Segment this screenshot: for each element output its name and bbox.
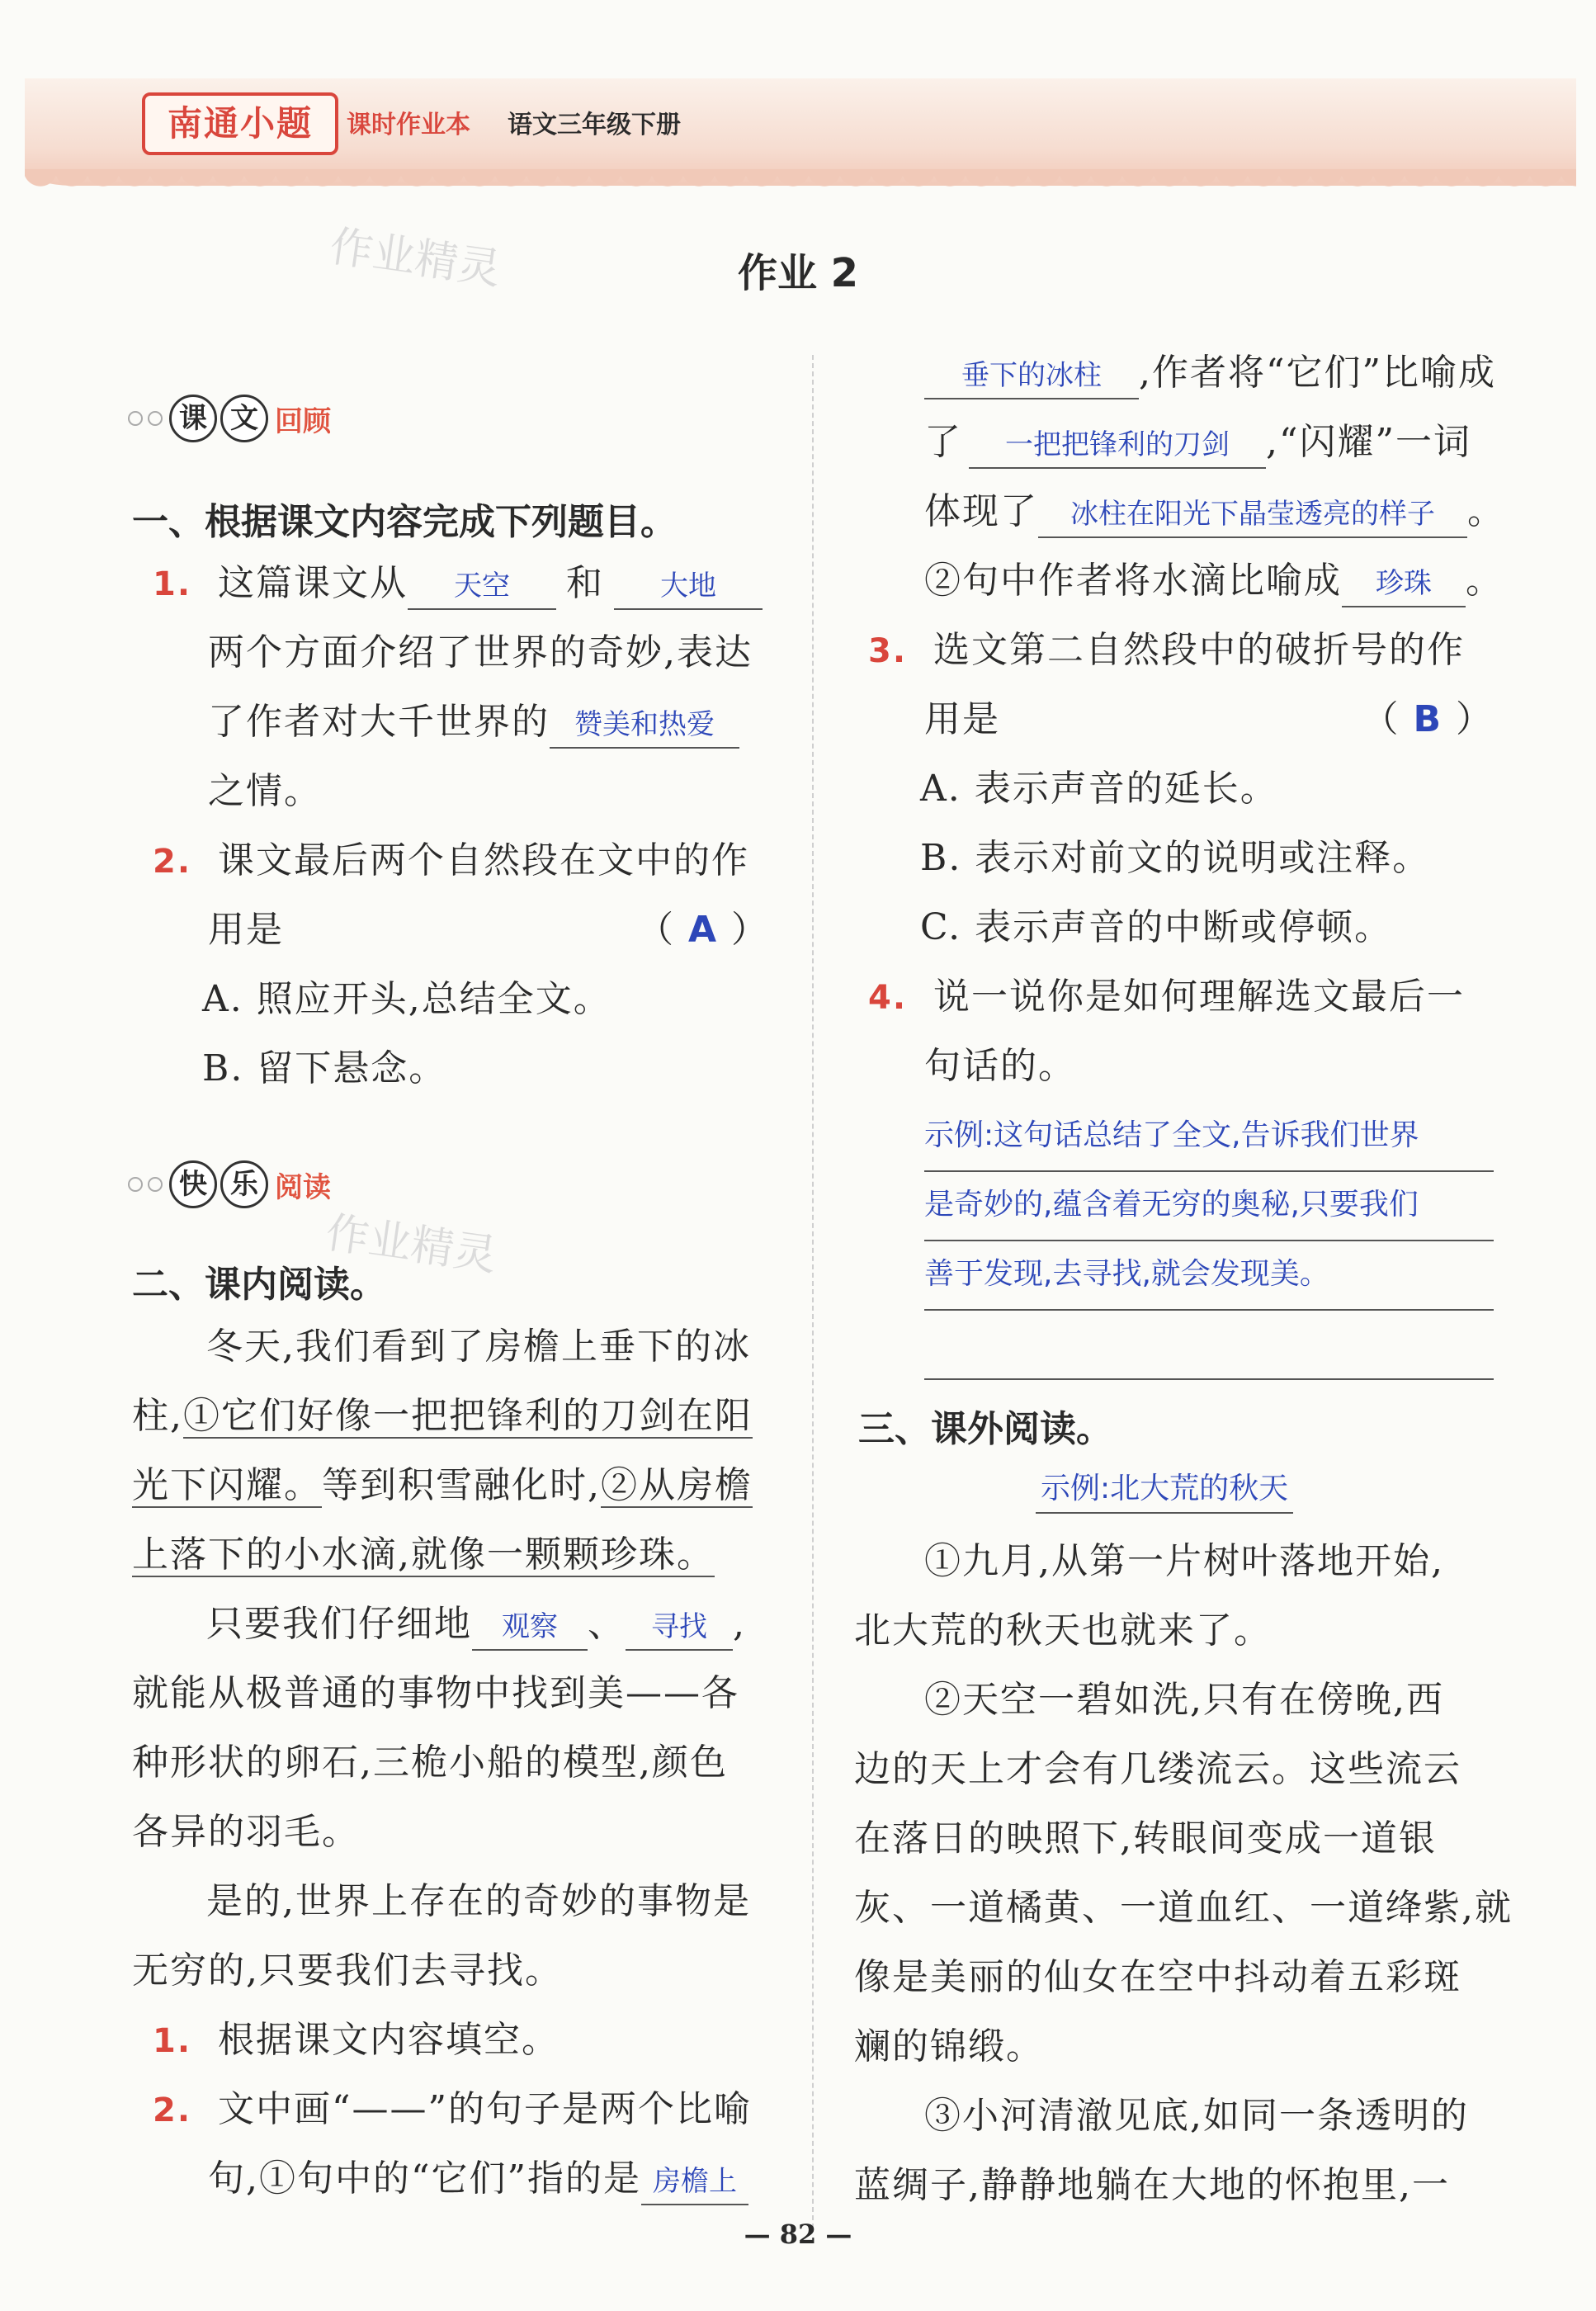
- answer-blank: 赞美和热爱: [550, 702, 739, 749]
- question-number: 2.: [153, 843, 192, 881]
- q1-item1-line4: 之情。: [208, 770, 322, 812]
- question-text: 说一说你是如何理解选文最后一: [933, 976, 1466, 1018]
- article-line: 北大荒的秋天也就来了。: [854, 1609, 1272, 1652]
- question-text: 体现了: [924, 490, 1038, 532]
- passage-line: 冬天,我们看到了房檐上垂下的冰: [206, 1326, 751, 1368]
- choice-bracket: （ B ）: [1362, 698, 1494, 740]
- question-text: 了: [924, 421, 962, 463]
- answer-line: 是奇妙的,蕴含着无穷的奥秘,只要我们: [924, 1170, 1494, 1241]
- q2-sub2-line1: [153, 2075, 752, 2145]
- question-text: 用是: [208, 909, 284, 951]
- question-text: 这篇课文从: [218, 562, 408, 604]
- passage-line: 就能从极普通的事物中找到美——各: [132, 1672, 739, 1714]
- answer-line: 善于发现,去寻找,就会发现美。: [924, 1240, 1494, 1311]
- article-line: 在落日的映照下,转眼间变成一道银: [854, 1817, 1437, 1860]
- badge-char: 乐: [220, 1160, 268, 1208]
- question-number: 1.: [153, 2022, 192, 2060]
- q2-sub2-line4: [924, 408, 1471, 477]
- answer-blank: 一把把锋利的刀剑: [969, 423, 1266, 469]
- underlined-sentence: 上落下的小水滴,就像一颗颗珍珠。: [132, 1534, 715, 1576]
- passage-line: [132, 1382, 753, 1451]
- badge-suffix: 回顾: [275, 404, 331, 438]
- q1-item1-line1: [153, 549, 763, 619]
- header-scallop: [25, 169, 1576, 192]
- answer-line: 示例:这句话总结了全文,告诉我们世界: [924, 1101, 1494, 1172]
- q2-sub4-line2: 句话的。: [924, 1045, 1076, 1087]
- section-badge-review: [128, 390, 331, 447]
- answer-blank: 冰柱在阳光下晶莹透亮的样子: [1038, 492, 1467, 538]
- question-text: ②句中作者将水滴比喻成: [924, 560, 1342, 602]
- answer-blank: 大地: [614, 564, 763, 610]
- option-b: B. 表示对前文的说明或注释。: [920, 837, 1431, 879]
- passage-text: ,: [733, 1603, 746, 1645]
- question-text: ,作者将“它们”比喻成: [1139, 352, 1496, 394]
- q2-sub2-line6: [924, 546, 1504, 616]
- answer-blank: 天空: [408, 564, 556, 610]
- subject-title: 语文三年级下册: [508, 111, 681, 139]
- question-text: 。: [1466, 560, 1504, 602]
- q1-heading: 一、根据课文内容完成下列题目。: [132, 501, 677, 543]
- q1-item1-line2: 两个方面介绍了世界的奇妙,表达: [208, 631, 753, 673]
- question-text: 选文第二自然段中的破折号的作: [933, 629, 1466, 671]
- brand-logo: 南通小题: [142, 92, 338, 155]
- question-text: 句,①句中的“它们”指的是: [208, 2157, 641, 2200]
- passage-line: [132, 1520, 715, 1590]
- option-a: A. 照应开头,总结全文。: [202, 978, 611, 1020]
- answer-blank: 观察: [472, 1604, 588, 1651]
- page-title: 作业 2: [737, 250, 859, 296]
- article-title: 示例:北大荒的秋天: [1036, 1466, 1293, 1514]
- article-line: ③小河清澈见底,如同一条透明的: [924, 2095, 1469, 2137]
- question-text: 根据课文内容填空。: [218, 2019, 560, 2061]
- passage-line: 各异的羽毛。: [132, 1811, 360, 1853]
- article-line: 灰、一道橘黄、一道血红、一道绛紫,就: [854, 1887, 1513, 1929]
- passage-line: 无穷的,只要我们去寻找。: [132, 1949, 563, 1992]
- underlined-sentence: ②从房檐: [601, 1464, 753, 1506]
- passage-line: 是的,世界上存在的奇妙的事物是: [206, 1880, 751, 1922]
- question-number: 1.: [153, 565, 192, 603]
- answer-blank: 房檐上: [641, 2159, 748, 2205]
- choice-answer: A: [687, 909, 718, 951]
- q2-sub3-line1: [868, 616, 1465, 686]
- watermark: 作业精灵: [327, 221, 504, 295]
- q1-item2-line1: [153, 826, 749, 896]
- question-text: 课文最后两个自然段在文中的作: [218, 839, 750, 881]
- q2-sub2-line5: [924, 477, 1505, 546]
- q2-sub4-line1: [868, 962, 1465, 1033]
- q2-sub3-line2: [924, 685, 1494, 754]
- underlined-sentence: 光下闪耀。: [132, 1464, 322, 1506]
- question-text: 用是: [924, 698, 1000, 740]
- passage-line: [132, 1451, 753, 1520]
- badge-suffix: 阅读: [275, 1170, 331, 1204]
- badge-char: 文: [220, 395, 268, 442]
- answer-blank: 珍珠: [1342, 561, 1466, 607]
- watermark: 作业精灵: [323, 1207, 500, 1282]
- article-line: 像是美丽的仙女在空中抖动着五彩斑: [854, 1956, 1461, 1998]
- column-divider: [812, 355, 814, 2228]
- question-number: 4.: [868, 979, 908, 1017]
- question-text: 。: [1467, 490, 1505, 532]
- article-line: 斓的锦缎。: [854, 2025, 1044, 2068]
- article-line: 边的天上才会有几缕流云。这些流云: [854, 1748, 1461, 1790]
- answer-line-empty: [924, 1309, 1494, 1380]
- q2-sub2-line3: [924, 338, 1496, 408]
- article-line: ①九月,从第一片树叶落地开始,: [924, 1540, 1444, 1582]
- passage-line: [206, 1590, 746, 1659]
- question-text: 了作者对大千世界的: [208, 701, 550, 743]
- q1-item1-line3: [208, 688, 739, 757]
- choice-answer: B: [1413, 698, 1443, 740]
- choice-bracket: （ A ）: [636, 909, 769, 951]
- passage-text: 等到积雪融化时,: [322, 1464, 601, 1506]
- passage-text: 柱,: [132, 1395, 183, 1437]
- underlined-sentence: ①它们好像一把把锋利的刀剑在阳: [183, 1395, 753, 1437]
- passage-line: 种形状的卵石,三桅小船的模型,颜色: [132, 1742, 728, 1784]
- passage-text: 、: [588, 1603, 626, 1645]
- question-text: ,“闪耀”一词: [1266, 421, 1471, 463]
- q1-item2-line2: [208, 896, 777, 965]
- option-a: A. 表示声音的延长。: [920, 768, 1278, 810]
- section-badge-reading: [128, 1156, 331, 1213]
- answer-blank: 寻找: [626, 1604, 733, 1651]
- option-b: B. 留下悬念。: [202, 1047, 447, 1089]
- question-number: 3.: [868, 632, 908, 670]
- badge-char: 课: [169, 395, 217, 442]
- q2-heading: 二、课内阅读。: [132, 1264, 386, 1306]
- book-title: 课时作业本: [347, 111, 470, 139]
- page-number: — 82 —: [744, 2219, 852, 2250]
- question-number: 2.: [153, 2091, 192, 2129]
- option-c: C. 表示声音的中断或停顿。: [920, 906, 1393, 948]
- article-line: ②天空一碧如洗,只有在傍晚,西: [924, 1679, 1444, 1721]
- q3-heading: 三、课外阅读。: [858, 1408, 1112, 1450]
- article-line: 蓝绸子,静静地躺在大地的怀抱里,一: [854, 2164, 1450, 2206]
- question-text: 文中画“——”的句子是两个比喻: [218, 2088, 753, 2130]
- passage-text: 只要我们仔细地: [206, 1603, 472, 1645]
- answer-blank: 垂下的冰柱: [924, 353, 1139, 399]
- question-text: 和: [566, 562, 605, 604]
- badge-char: 快: [169, 1160, 217, 1208]
- q2-sub2-line2: [208, 2144, 748, 2214]
- q2-sub1: [153, 2006, 560, 2076]
